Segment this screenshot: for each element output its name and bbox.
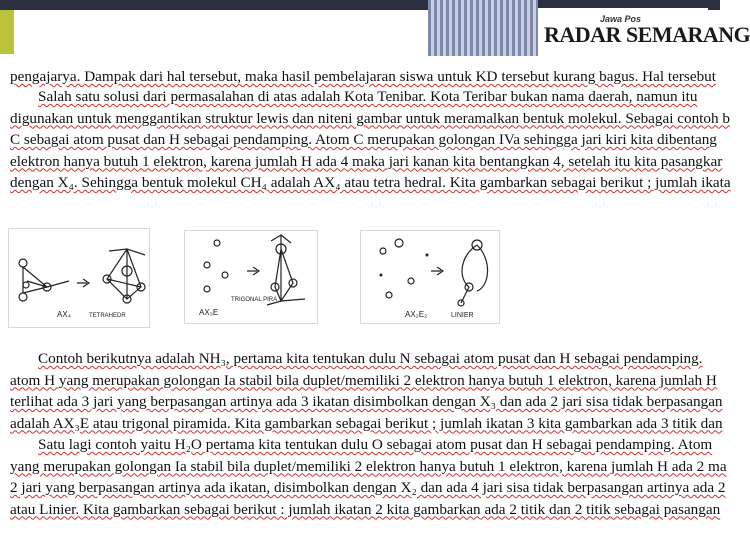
fig3-formula: AX₂E₂ <box>405 310 428 319</box>
text-line: adalah AX₃E atau trigonal piramida. Kita gambarkan sebagai berikut ; jumlah ikatan 3 kita gambarkan ada 3 titik dan <box>10 414 723 432</box>
text-line: C sebagai atom pusat dan H sebagai pendamping. Atom C merupakan golongan IVa sehingga jari kiri kita dibentang <box>10 131 717 148</box>
text-line: atau Linier. Kita gambarkan sebagai berikut : jumlah ikatan 2 kita gambarkan ada 2 titik dan 2 titik sebagai pasangan <box>10 500 721 518</box>
figure-linear <box>360 230 500 324</box>
text-line: pengajarya. Dampak dari hal tersebut, maka hasil pembelajaran siswa untuk KD tersebut kurang bagus. Hal tersebut <box>10 68 716 85</box>
text-line: Salah satu solusi dari permasalahan di atas adalah Kota Tenibar. Kota Teribar bukan nama daerah, namun itu <box>38 88 698 105</box>
paragraph-2 <box>10 348 727 520</box>
text-line: atom H yang merupakan golongan Ia stabil bila duplet/memiliki 2 elektron hanya butuh 1 elektron, karena jumlah H <box>10 371 717 389</box>
logo-subtitle: Jawa Pos <box>600 14 642 24</box>
text-line: 2 jari yang berpasangan artinya ada ikatan, disimbolkan dengan X₂ dan ada 4 jari sisa tidak berpasangan artinya ada 2 <box>10 479 726 496</box>
text-line: elektron hanya butuh 1 elektron, karena jumlah H ada 4 maka jari kanan kita bentangkan 4, setelah itu kita pasangkar <box>10 152 723 170</box>
text-line: terlihat ada 3 jari yang berpasangan artinya ada 3 ikatan disimbolkan dengan X₃ dan ada 2 jari sisa tidak berpasangan <box>10 393 723 410</box>
fig1-shape: TETRAHEDR <box>89 313 126 319</box>
header-stripes <box>428 0 538 56</box>
figure-trigonal-pyramid <box>184 230 318 324</box>
figure-tetrahedral <box>8 228 150 328</box>
text-line: Satu lagi contoh yaitu H₂O pertama kita tentukan dulu O sebagai atom pusat dan H sebagai pendamping. Atom <box>38 436 713 453</box>
fig2-formula: AX₃E <box>199 308 219 317</box>
tetrahedral-sketch <box>9 229 149 327</box>
logo-title: RADAR SEMARANG <box>544 22 750 47</box>
linear-sketch <box>361 231 499 323</box>
fig3-shape: LINIER <box>451 312 474 319</box>
text-line: yang merupakan golongan Ia stabil bila duplet/memiliki 2 elektron hanya butuh 1 elektron, karena jumlah H ada 2 ma <box>10 457 727 475</box>
text-line: Contoh berikutnya adalah NH₃, pertama kita tentukan dulu N sebagai atom pusat dan H sebagai pendamping. <box>38 350 703 367</box>
text-line: dengan X₄. Sehingga bentuk molekul CH₄ adalah AX₄ atau tetra hedral. Kita gambarkan sebagai berikut ; jumlah ikata <box>10 174 731 191</box>
fig2-shape: TRIGONAL PIRA <box>231 297 278 303</box>
accent-block <box>0 10 14 54</box>
fig1-formula: AX₄ <box>57 310 71 319</box>
text-line: digunakan untuk menggantikan struktur lewis dan niteni gambar untuk meramalkan bentuk molekul. Sebagai contoh b <box>10 109 730 127</box>
trigonal-pyramid-sketch <box>185 231 317 323</box>
paragraph-1 <box>10 68 731 194</box>
